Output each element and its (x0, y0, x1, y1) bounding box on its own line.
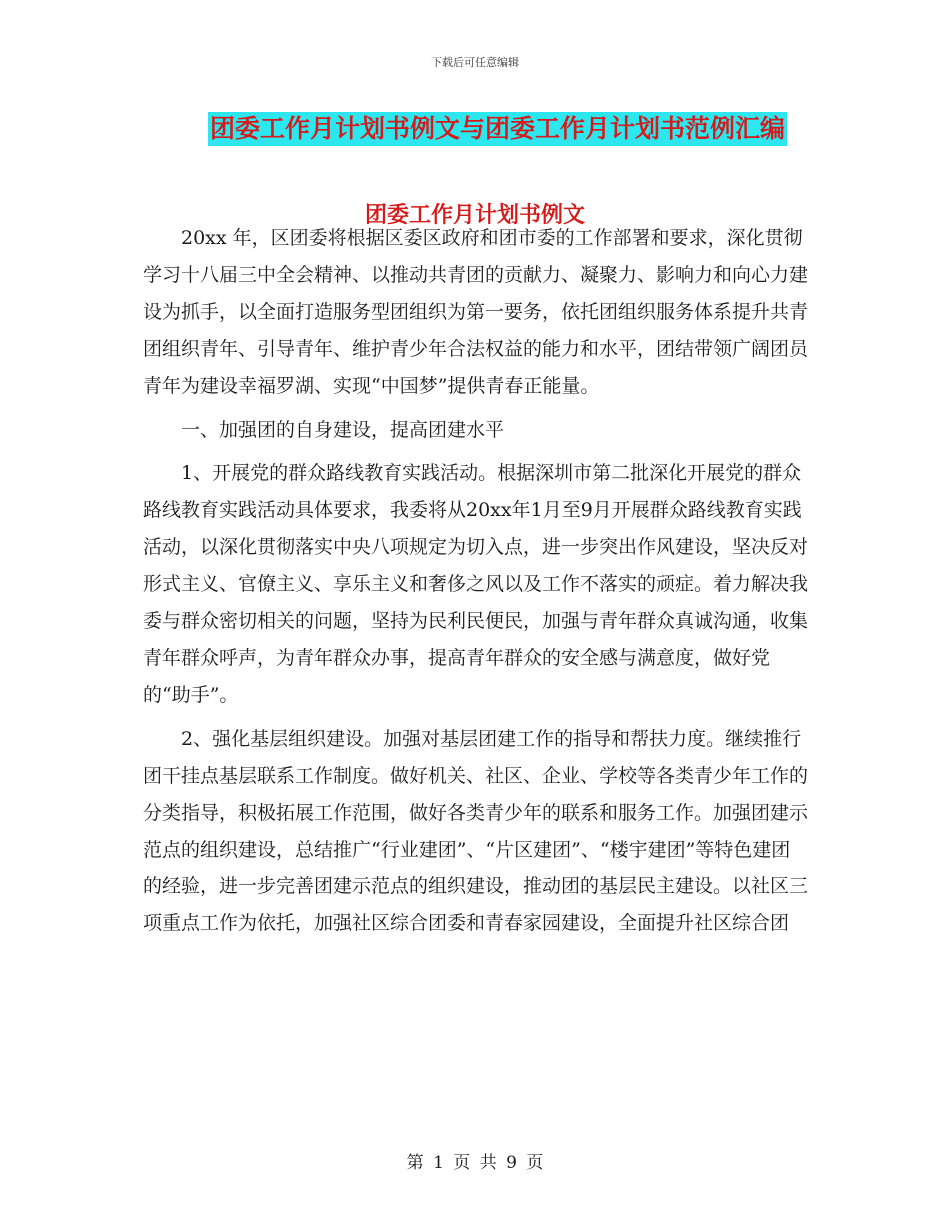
paragraph-block (143, 220, 808, 942)
paragraph: 一、加强团的自身建设，提高团建水平 (181, 418, 505, 441)
paragraph: 2、强化基层组织建设。加强对基层团建工作的指导和帮扶力度。继续推行团干挂点基层联系工作制度。做好机关、社区、企业、学校等各类青少年工作的分类指导，积极拓展工作范围，做好各类青少年的联系和服务工作。加强团建示范点的组织建设，总结推广“行业建团”、“片区建团”、“楼宇建团”等特色建团的经验，进一步完善团建示范点的组织建设，推动团的基层民主建设。以社区三项重点工作为依托，加强社区综合团委和青春家园建设，全面提升社区综合团 (143, 727, 809, 935)
document-title: 团委工作月计划书例文与团委工作月计划书范例汇编 (208, 112, 787, 146)
paragraph: 1、开展党的群众路线教育实践活动。根据深圳市第二批深化开展党的群众路线教育实践活动具体要求，我委将从20xx年1月至9月开展群众路线教育实践活动，以深化贯彻落实中央八项规定为切入点，进一步突出作风建设，坚决反对形式主义、官僚主义、享乐主义和奢侈之风以及工作不落实的顽症。着力解决我委与群众密切相关的问题，坚持为民利民便民，加强与青年群众真诚沟通，收集青年群众呼声，为青年群众办事，提高青年群众的安全感与满意度，做好党的“助手”。 (143, 462, 809, 706)
main-title-container (0, 112, 950, 146)
section-title: 团委工作月计划书例文 (364, 203, 585, 228)
header-note: 下载后可任意编辑 (431, 56, 519, 69)
paragraph: 20xx 年，区团委将根据区委区政府和团市委的工作部署和要求，深化贯彻学习十八届三中全会精神、以推动共青团的贡献力、凝聚力、影响力和向心力建设为抓手，以全面打造服务型团组织为第一要务，依托团组织服务体系提升共青团组织青年、引导青年、维护青少年合法权益的能力和水平，团结带领广阔团员青年为建设幸福罗湖、实现“中国梦”提供青春正能量。 (143, 227, 809, 397)
page-footer: 第 1 页 共 9 页 (406, 1153, 544, 1173)
